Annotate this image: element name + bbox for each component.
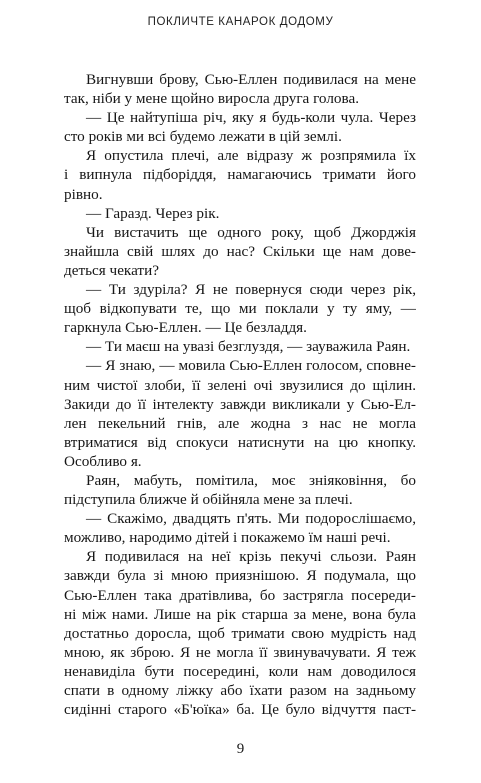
- text-line: Я подивилася на неї крізь пекучі сльози. Раян: [86, 548, 416, 566]
- text-line: ненавиділа бути посередині, коли нам доводилося: [64, 662, 416, 680]
- text-line: Раян, мабуть, помітила, моє зніяковіння, бо: [86, 471, 416, 489]
- text-line: знайшла свій шлях до нас? Скільки ще нам дове-: [64, 242, 416, 260]
- text-line: Чи вистачить ще одного року, щоб Джорджія: [86, 223, 416, 241]
- text-line: втриматися від спокуси натиснути на цю кнопку.: [64, 433, 416, 451]
- text-line: — Ти маєш на увазі безглуздя, — зауважила Раян.: [86, 338, 411, 356]
- body-text: [64, 70, 416, 719]
- text-line: Я опустила плечі, але відразу ж розпрямила їх: [86, 147, 416, 165]
- text-line: і випнула підборіддя, намагаючись тримати його: [64, 166, 416, 184]
- text-line: — Це найтупіша річ, яку я будь-коли чула. Через: [86, 109, 416, 127]
- text-line: Вигнувши брову, Сью-Еллен подивилася на мене: [86, 71, 416, 88]
- text-line: ні між нами. Лише на рік старша за мене, вона була: [64, 605, 416, 623]
- text-line: мною, як зброю. Я не могла її звинувачувати. Я теж: [64, 643, 416, 661]
- text-line: рівно.: [64, 185, 103, 203]
- text-line: — Скажімо, двадцять п'ять. Ми подорослішаємо,: [86, 510, 416, 528]
- text-line: — Я знаю, — мовила Сью-Еллен голосом, сповне-: [86, 357, 416, 375]
- text-line: сто років ми всі будемо лежати в цій землі.: [64, 128, 342, 146]
- running-head: ПОКЛИЧТЕ КАНАРОК ДОДОМУ: [147, 16, 334, 28]
- text-line: так, ніби у мене щойно виросла друга голова.: [64, 90, 360, 108]
- text-line: завжди була зі мною приязнішою. Я подумала, що: [64, 567, 416, 585]
- text-line: достатньо доросла, щоб тримати свою мудрість над: [64, 624, 416, 642]
- text-line: можливо, народимо дітей і покажемо їм наші речі.: [64, 529, 391, 547]
- page-number: 9: [236, 741, 245, 757]
- text-line: — Ти здуріла? Я не повернуся сюди через рік,: [86, 281, 416, 299]
- text-line: — Гаразд. Через рік.: [86, 204, 220, 222]
- text-line: підступила ближче й обійняла мене за плечі.: [64, 491, 353, 509]
- text-line: деться чекати?: [64, 261, 159, 279]
- text-line: лен пекельний гнів, але жодна з нас не могла: [64, 414, 416, 432]
- text-line: спати в одному ліжку або їхати разом на задньому: [64, 682, 416, 699]
- text-line: Особливо я.: [64, 452, 142, 470]
- text-line: сидінні старого «Б'юїка» ба. Це було відчуття паст-: [64, 701, 416, 719]
- text-line: гаркнула Сью-Еллен. — Це безладдя.: [64, 319, 307, 337]
- text-line: ним чистої злоби, її зелені очі звузилися до щілин.: [64, 376, 416, 394]
- text-line: Сью-Еллен така дратівлива, бо застрягла посереди-: [64, 586, 416, 604]
- text-line: щоб відкопувати те, що ми поклали у ту яму, —: [64, 300, 416, 318]
- text-line: Закиди до її інтелекту завжди викликали у Сью-Ел-: [64, 395, 416, 413]
